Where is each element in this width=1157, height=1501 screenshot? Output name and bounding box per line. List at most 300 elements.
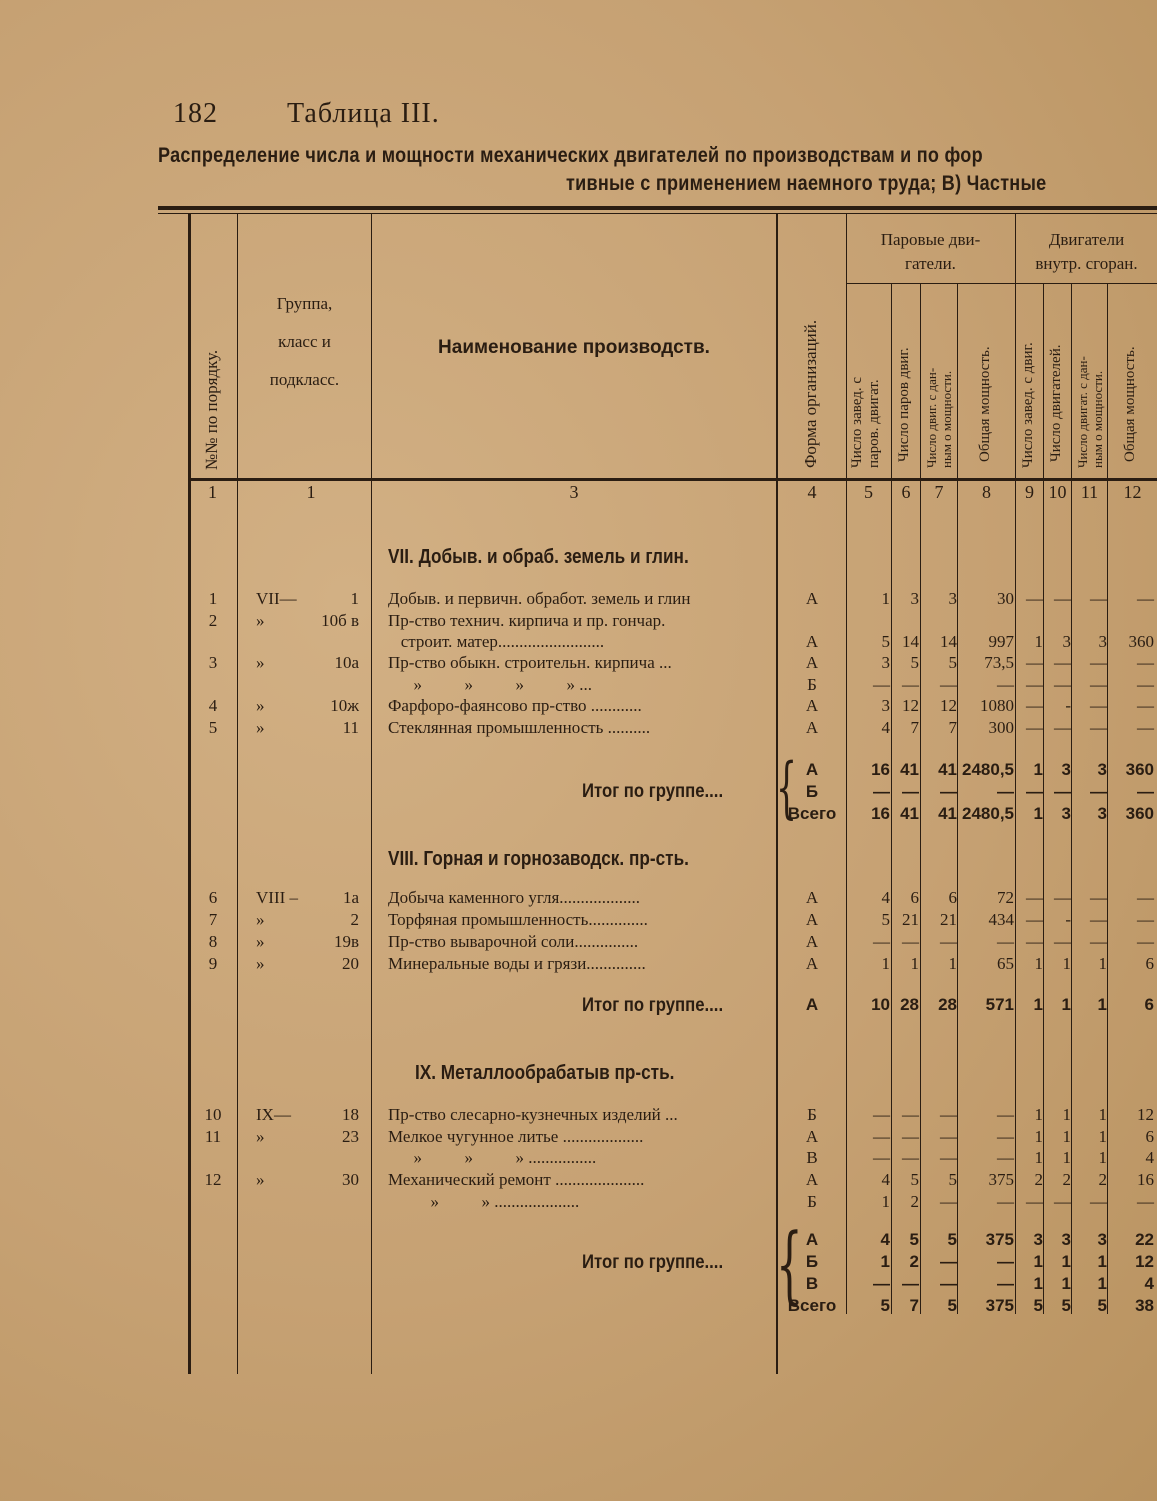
- row-cell-c12: 4: [1145, 1148, 1154, 1167]
- total-cell-c5: —: [873, 782, 890, 801]
- row-cell-c7: —: [940, 932, 957, 951]
- row-cell-c8: 300: [988, 718, 1014, 737]
- table-title-line1: Распределение числа и мощности механических двигателей по производствам и по фор: [158, 144, 983, 167]
- column-number: 1: [306, 482, 316, 502]
- column-number: 1: [208, 482, 217, 502]
- total-cell-c6: 41: [900, 760, 919, 779]
- column-number: 6: [901, 482, 911, 502]
- table-row: [0, 910, 1157, 932]
- row-cell-c8: 434: [988, 910, 1014, 929]
- row-cell-c11: —: [1090, 932, 1107, 951]
- row-group-class: 18: [342, 1105, 359, 1124]
- row-cell-c12: —: [1137, 675, 1154, 694]
- row-cell-c10: —: [1054, 675, 1071, 694]
- row-cell-c12: —: [1137, 888, 1154, 907]
- total-cell-c12: 360: [1125, 760, 1154, 779]
- row-cell-c9: —: [1026, 1192, 1043, 1211]
- header-c8: Общая мощность.: [977, 346, 993, 462]
- row-cell-c6: —: [902, 932, 919, 951]
- header-c10: Число двигателей.: [1048, 344, 1064, 462]
- total-cell-c8: —: [997, 1274, 1014, 1293]
- row-cell-c9: —: [1026, 888, 1043, 907]
- header-ice-line1: Двигатели: [1048, 230, 1125, 249]
- total-cell-c7: —: [940, 1252, 957, 1271]
- row-group-name: VIII –: [256, 888, 299, 907]
- row-cell-c12: —: [1137, 718, 1154, 737]
- row-cell-c7: 1: [948, 954, 957, 973]
- row-form: Б: [807, 675, 817, 694]
- row-cell-c12: —: [1137, 589, 1154, 608]
- total-form: В: [805, 1274, 819, 1293]
- row-cell-c8: —: [997, 1148, 1014, 1167]
- header-c5-line1: Число завед. с: [849, 377, 865, 468]
- total-cell-c9: 1: [1033, 995, 1043, 1014]
- header-ice-group: [1016, 228, 1157, 276]
- row-cell-c12: —: [1137, 910, 1154, 929]
- table-row: [0, 696, 1157, 718]
- row-group-name: »: [256, 696, 265, 715]
- row-cell-c5: —: [873, 675, 890, 694]
- total-cell-c10: 1: [1061, 1274, 1071, 1293]
- row-cell-c11: —: [1090, 718, 1107, 737]
- row-cell-c7: 7: [948, 718, 957, 737]
- row-cell-c8: 375: [988, 1170, 1014, 1189]
- total-cell-c10: 1: [1061, 1252, 1071, 1271]
- table-row: [0, 932, 1157, 954]
- row-cell-c9: 1: [1034, 1127, 1043, 1146]
- row-group-class: 30: [342, 1170, 359, 1189]
- row-cell-c12: —: [1137, 1192, 1154, 1211]
- header-form: Форма организаций.: [801, 319, 820, 468]
- column-number: 5: [864, 482, 873, 502]
- row-cell-c10: 1: [1062, 954, 1071, 973]
- row-number: 12: [204, 1170, 222, 1189]
- row-production-name: Механический ремонт .....................: [388, 1170, 645, 1189]
- row-number: 3: [208, 653, 218, 672]
- total-cell-c5: 10: [871, 995, 890, 1014]
- row-cell-c5: 3: [881, 696, 890, 715]
- row-number: 7: [208, 910, 218, 929]
- total-cell-c8: —: [997, 782, 1014, 801]
- total-cell-c10: 3: [1061, 1230, 1071, 1249]
- total-form: Всего: [787, 1296, 837, 1315]
- row-cell-c9: 2: [1034, 1170, 1043, 1189]
- row-cell-c12: 6: [1145, 1127, 1154, 1146]
- row-form: А: [805, 1170, 819, 1189]
- row-cell-c5: 1: [881, 954, 890, 973]
- row-production-name: Мелкое чугунное литье ...................: [388, 1127, 644, 1146]
- grid-line: [188, 478, 1157, 481]
- row-cell-c5: 4: [881, 718, 890, 737]
- total-cell-c8: —: [997, 1252, 1014, 1271]
- row-cell-c7: —: [940, 1148, 957, 1167]
- row-group-class: 1а: [342, 888, 359, 907]
- row-number: 1: [208, 589, 218, 608]
- total-cell-c11: 1: [1097, 1274, 1107, 1293]
- total-cell-c12: 360: [1125, 804, 1154, 823]
- row-cell-c6: 5: [910, 653, 919, 672]
- total-label: Итог по группе....: [582, 995, 724, 1016]
- row-cell-c6: 12: [902, 696, 919, 715]
- table-title-line2: тивные с применением наемного труда; В) Частные: [566, 172, 1047, 195]
- row-cell-c8: 65: [997, 954, 1014, 973]
- total-cell-c11: 5: [1097, 1296, 1107, 1315]
- row-cell-c12: 12: [1137, 1105, 1154, 1124]
- row-cell-c12: 16: [1137, 1170, 1154, 1189]
- row-cell-c12: 360: [1128, 632, 1154, 651]
- column-number: 9: [1025, 482, 1034, 502]
- row-cell-c8: —: [997, 1192, 1014, 1211]
- total-cell-c11: 3: [1097, 804, 1107, 823]
- header-c9: Число завед. с двиг.: [1020, 342, 1036, 468]
- table-row: [0, 653, 1157, 675]
- row-group-name: VII—: [256, 589, 297, 608]
- row-cell-c11: 2: [1098, 1170, 1107, 1189]
- row-cell-c5: 5: [881, 632, 890, 651]
- row-cell-c8: 30: [997, 589, 1014, 608]
- total-cell-c12: —: [1137, 782, 1154, 801]
- row-cell-c12: —: [1137, 932, 1154, 951]
- total-cell-c12: 12: [1135, 1252, 1154, 1271]
- total-cell-c5: 16: [871, 760, 890, 779]
- row-production-name: Пр-ство обыкн. строительн. кирпича ...: [388, 653, 672, 672]
- row-cell-c6: —: [902, 675, 919, 694]
- section-title: VIII. Горная и горнозаводск. пр-сть.: [388, 848, 689, 870]
- total-cell-c8: 375: [985, 1230, 1014, 1249]
- row-cell-c10: 1: [1062, 1148, 1071, 1167]
- row-cell-c11: 1: [1098, 1105, 1107, 1124]
- row-cell-c10: 1: [1062, 1105, 1071, 1124]
- row-cell-c6: 14: [902, 632, 919, 651]
- row-number: 8: [208, 932, 218, 951]
- row-group-name: »: [256, 611, 265, 630]
- total-cell-c9: 1: [1033, 760, 1043, 779]
- row-group-name: »: [256, 1170, 265, 1189]
- total-cell-c10: 5: [1061, 1296, 1071, 1315]
- total-cell-c9: 3: [1033, 1230, 1043, 1249]
- row-cell-c5: 3: [881, 653, 890, 672]
- total-cell-c8: 2480,5: [962, 804, 1014, 823]
- total-form: Б: [805, 1252, 819, 1271]
- total-cell-c11: 3: [1097, 760, 1107, 779]
- column-number: 8: [982, 482, 991, 502]
- total-form: А: [805, 760, 819, 779]
- row-cell-c5: 4: [881, 888, 890, 907]
- row-cell-c9: —: [1026, 910, 1043, 929]
- total-cell-c10: 1: [1061, 995, 1071, 1014]
- total-cell-c9: 1: [1033, 1252, 1043, 1271]
- row-cell-c11: —: [1090, 910, 1107, 929]
- table-row: [0, 589, 1157, 611]
- row-cell-c11: 1: [1098, 1148, 1107, 1167]
- row-cell-c8: 1080: [980, 696, 1014, 715]
- row-group-name: »: [256, 1127, 265, 1146]
- row-number: 2: [208, 611, 218, 630]
- total-cell-c9: 1: [1033, 804, 1043, 823]
- column-number: 3: [569, 482, 579, 502]
- row-cell-c11: —: [1090, 589, 1107, 608]
- row-cell-c10: 1: [1062, 1127, 1071, 1146]
- row-cell-c7: —: [940, 675, 957, 694]
- total-row: [0, 995, 1157, 1017]
- total-cell-c7: 5: [947, 1230, 957, 1249]
- row-cell-c7: 6: [948, 888, 957, 907]
- row-form: А: [805, 696, 819, 715]
- row-cell-c9: 1: [1034, 632, 1043, 651]
- row-cell-c9: —: [1026, 718, 1043, 737]
- row-cell-c8: —: [997, 675, 1014, 694]
- total-cell-c6: 28: [900, 995, 919, 1014]
- total-form: Б: [805, 782, 819, 801]
- header-c5: [849, 377, 883, 468]
- row-cell-c10: —: [1054, 932, 1071, 951]
- row-cell-c9: —: [1026, 589, 1043, 608]
- row-cell-c5: 1: [881, 589, 890, 608]
- total-cell-c12: 38: [1135, 1296, 1154, 1315]
- row-cell-c9: —: [1026, 696, 1043, 715]
- row-cell-c5: 1: [881, 1192, 890, 1211]
- total-cell-c6: —: [902, 782, 919, 801]
- table-row: [0, 1170, 1157, 1192]
- row-cell-c9: 1: [1034, 1148, 1043, 1167]
- row-cell-c6: 7: [910, 718, 919, 737]
- total-cell-c5: 16: [871, 804, 890, 823]
- header-c7: [924, 368, 954, 468]
- row-cell-c5: —: [873, 932, 890, 951]
- row-form: А: [805, 718, 819, 737]
- row-cell-c10: —: [1054, 1192, 1071, 1211]
- row-cell-c11: 1: [1098, 1127, 1107, 1146]
- total-cell-c11: 3: [1097, 1230, 1107, 1249]
- total-cell-c5: 1: [880, 1252, 890, 1271]
- table-row: [0, 632, 1157, 654]
- row-number: 4: [208, 696, 218, 715]
- header-c7-line2: ным о мощности.: [939, 370, 954, 468]
- header-c11: [1075, 356, 1105, 468]
- row-cell-c7: 3: [948, 589, 957, 608]
- table-row: [0, 1148, 1157, 1170]
- total-label: Итог по группе....: [582, 781, 724, 802]
- total-cell-c12: 22: [1135, 1230, 1154, 1249]
- row-production-name: Пр-ство выварочной соли...............: [388, 932, 639, 951]
- row-group-class: 23: [342, 1127, 359, 1146]
- row-group-name: »: [256, 932, 265, 951]
- table-row: [0, 675, 1157, 697]
- table-row: [0, 888, 1157, 910]
- row-number: 10: [204, 1105, 222, 1124]
- row-group-class: 19в: [333, 932, 359, 951]
- row-cell-c6: 2: [910, 1192, 919, 1211]
- row-group-class: 10б в: [321, 611, 359, 630]
- total-cell-c6: —: [902, 1274, 919, 1293]
- header-c5-line2: паров. двигат.: [866, 379, 882, 468]
- row-group-name: »: [256, 910, 265, 929]
- row-cell-c7: 5: [948, 653, 957, 672]
- column-number: 11: [1080, 482, 1099, 502]
- row-cell-c8: 997: [988, 632, 1014, 651]
- header-steam-line2: гатели.: [905, 254, 956, 273]
- row-cell-c11: —: [1090, 653, 1107, 672]
- row-production-name: Стеклянная промышленность ..........: [388, 718, 651, 737]
- total-cell-c5: 4: [880, 1230, 890, 1249]
- row-group-class: 1: [350, 589, 359, 608]
- header-steam-line1: Паровые дви-: [880, 230, 981, 249]
- row-cell-c10: -: [1065, 910, 1071, 929]
- row-form: А: [805, 1127, 819, 1146]
- row-cell-c5: —: [873, 1105, 890, 1124]
- row-cell-c11: —: [1090, 675, 1107, 694]
- row-group-name: »: [256, 653, 265, 672]
- total-cell-c9: 5: [1033, 1296, 1043, 1315]
- total-form: А: [805, 1230, 819, 1249]
- total-cell-c6: 41: [900, 804, 919, 823]
- row-cell-c7: 5: [948, 1170, 957, 1189]
- header-group: [238, 290, 371, 394]
- header-ice-line2: внутр. сгоран.: [1035, 254, 1138, 273]
- row-cell-c6: 5: [910, 1170, 919, 1189]
- row-cell-c6: —: [902, 1105, 919, 1124]
- total-row: [0, 1252, 1157, 1274]
- row-production-name: » » ....................: [388, 1192, 580, 1211]
- total-cell-c6: 2: [909, 1252, 919, 1271]
- total-row: [0, 782, 1157, 804]
- total-row: [0, 1230, 1157, 1252]
- row-cell-c5: —: [873, 1148, 890, 1167]
- table-row: [0, 718, 1157, 740]
- header-c12: Общая мощность.: [1122, 346, 1138, 462]
- row-cell-c9: —: [1026, 932, 1043, 951]
- total-row: [0, 760, 1157, 782]
- total-cell-c8: 2480,5: [962, 760, 1014, 779]
- total-cell-c10: 3: [1061, 804, 1071, 823]
- row-form: А: [805, 954, 819, 973]
- row-cell-c10: —: [1054, 718, 1071, 737]
- row-form: А: [805, 932, 819, 951]
- row-cell-c11: 3: [1098, 632, 1107, 651]
- row-cell-c9: —: [1026, 653, 1043, 672]
- total-cell-c10: —: [1054, 782, 1071, 801]
- row-cell-c11: 1: [1098, 954, 1107, 973]
- row-production-name: Пр-ство технич. кирпича и пр. гончар.: [388, 611, 666, 630]
- row-cell-c8: 72: [997, 888, 1014, 907]
- total-form: А: [805, 995, 819, 1014]
- row-cell-c6: 6: [910, 888, 919, 907]
- column-number: 7: [934, 482, 944, 502]
- row-cell-c11: —: [1090, 1192, 1107, 1211]
- header-group-line1: Группа,: [276, 294, 333, 313]
- row-cell-c7: —: [940, 1192, 957, 1211]
- header-c11-line2: ным о мощности.: [1090, 370, 1105, 468]
- row-cell-c10: 2: [1062, 1170, 1071, 1189]
- row-production-name: Пр-ство слесарно-кузнечных изделий ...: [388, 1105, 678, 1124]
- row-form: В: [806, 1148, 818, 1167]
- section-title: IX. Металлообрабатыв пр-сть.: [415, 1062, 675, 1084]
- row-cell-c10: -: [1065, 696, 1071, 715]
- table-row: [0, 1105, 1157, 1127]
- row-group-class: 11: [342, 718, 359, 737]
- row-cell-c6: 1: [910, 954, 919, 973]
- row-cell-c5: —: [873, 1127, 890, 1146]
- column-number: 12: [1123, 482, 1142, 502]
- total-cell-c5: —: [873, 1274, 890, 1293]
- header-group-line2: класс и: [278, 332, 331, 351]
- row-cell-c8: —: [997, 1105, 1014, 1124]
- row-group-name: »: [256, 954, 265, 973]
- total-cell-c7: 41: [938, 760, 957, 779]
- header-c6: Число паров двиг.: [896, 347, 912, 462]
- total-cell-c8: 375: [985, 1296, 1014, 1315]
- brace-icon: {: [776, 1215, 803, 1313]
- row-cell-c7: —: [940, 1105, 957, 1124]
- total-row: [0, 1274, 1157, 1296]
- row-group-class: 10ж: [330, 696, 359, 715]
- total-cell-c6: 7: [909, 1296, 919, 1315]
- row-cell-c12: —: [1137, 653, 1154, 672]
- total-cell-c11: —: [1090, 782, 1107, 801]
- table-row: [0, 954, 1157, 976]
- row-cell-c7: —: [940, 1127, 957, 1146]
- column-number: 10: [1048, 482, 1067, 502]
- header-c7-line1: Число двиг. с дан-: [924, 367, 939, 468]
- total-cell-c11: 1: [1097, 1252, 1107, 1271]
- table-row: [0, 1127, 1157, 1149]
- row-production-name: Фарфоро-фаянсово пр-ство ............: [388, 696, 642, 715]
- brace-icon: {: [776, 749, 797, 826]
- total-row: [0, 804, 1157, 826]
- total-cell-c7: 5: [947, 1296, 957, 1315]
- row-cell-c6: 21: [902, 910, 919, 929]
- row-group-name: »: [256, 718, 265, 737]
- row-cell-c8: —: [997, 932, 1014, 951]
- header-name: Наименование производств.: [438, 337, 710, 358]
- total-cell-c10: 3: [1061, 760, 1071, 779]
- top-rule-thick: [158, 206, 1157, 210]
- row-production-name: Добыча каменного угля...................: [388, 888, 641, 907]
- total-cell-c9: 1: [1033, 1274, 1043, 1293]
- row-cell-c10: 3: [1062, 632, 1071, 651]
- row-cell-c7: 21: [940, 910, 957, 929]
- total-cell-c8: 571: [985, 995, 1014, 1014]
- table-row: [0, 1192, 1157, 1214]
- row-form: Б: [807, 1192, 817, 1211]
- total-form: Всего: [787, 804, 837, 823]
- row-cell-c9: 1: [1034, 954, 1043, 973]
- top-rule-thin: [158, 213, 1157, 214]
- row-cell-c10: —: [1054, 653, 1071, 672]
- total-cell-c6: 5: [909, 1230, 919, 1249]
- row-production-name: » » » » ...: [388, 675, 592, 694]
- row-cell-c11: —: [1090, 888, 1107, 907]
- row-form: А: [805, 910, 819, 929]
- header-c11-line1: Число двигат. с дан-: [1075, 356, 1090, 468]
- total-row: [0, 1296, 1157, 1318]
- row-cell-c12: 6: [1145, 954, 1154, 973]
- total-cell-c9: —: [1026, 782, 1043, 801]
- row-cell-c12: —: [1137, 696, 1154, 715]
- row-cell-c6: —: [902, 1148, 919, 1167]
- total-cell-c7: —: [940, 1274, 957, 1293]
- row-cell-c10: —: [1054, 589, 1071, 608]
- row-production-name: Минеральные воды и грязи..............: [388, 954, 646, 973]
- row-group-class: 10а: [334, 653, 359, 672]
- row-cell-c6: 3: [910, 589, 919, 608]
- row-cell-c5: 5: [881, 910, 890, 929]
- row-cell-c8: 73,5: [984, 653, 1014, 672]
- row-cell-c7: 12: [940, 696, 957, 715]
- total-cell-c11: 1: [1097, 995, 1107, 1014]
- row-cell-c6: —: [902, 1127, 919, 1146]
- column-number: 4: [807, 482, 817, 502]
